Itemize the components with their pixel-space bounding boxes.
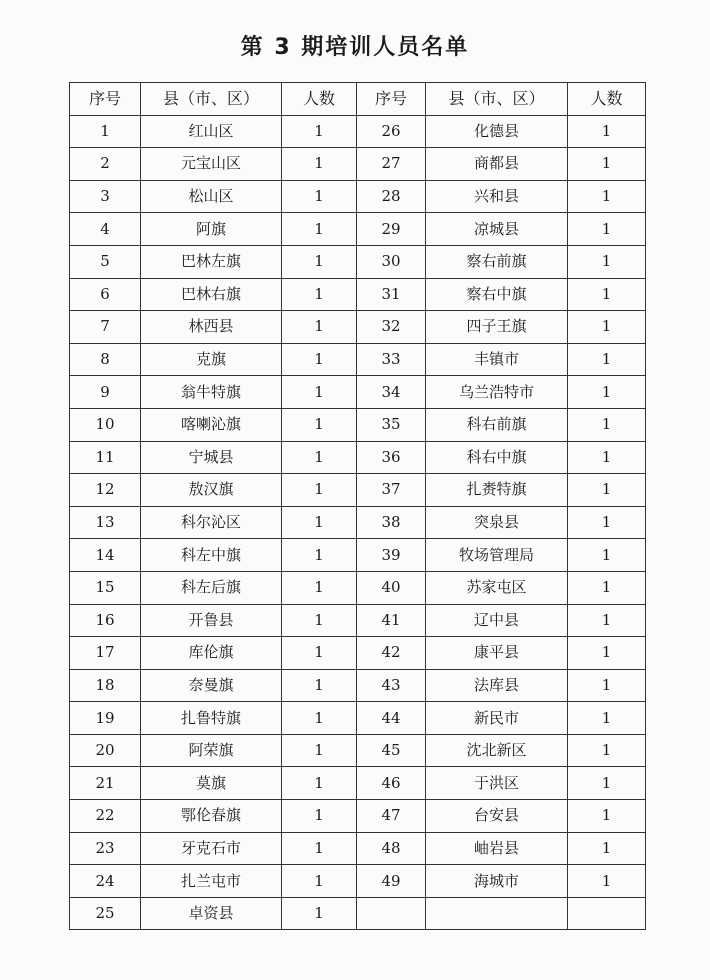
- row-count-right: 1: [568, 278, 646, 311]
- row-county-right: 兴和县: [426, 180, 568, 213]
- row-seq-left: 17: [70, 637, 141, 670]
- row-county-left: 奈曼旗: [141, 669, 282, 702]
- row-seq-left: 1: [70, 115, 141, 148]
- row-count-right: 1: [568, 637, 646, 670]
- row-seq-left: 9: [70, 376, 141, 409]
- row-seq-right: [357, 897, 426, 930]
- row-seq-left: 19: [70, 702, 141, 735]
- row-county-left: 林西县: [141, 311, 282, 344]
- row-seq-left: 5: [70, 245, 141, 278]
- row-count-left: 1: [282, 180, 357, 213]
- table-row: [70, 408, 646, 441]
- row-seq-right: 34: [357, 376, 426, 409]
- row-county-left: 松山区: [141, 180, 282, 213]
- table-row: [70, 311, 646, 344]
- row-county-right: 新民市: [426, 702, 568, 735]
- row-county-left: 科左中旗: [141, 539, 282, 572]
- row-seq-right: 35: [357, 408, 426, 441]
- row-count-right: 1: [568, 865, 646, 898]
- row-count-right: 1: [568, 702, 646, 735]
- row-seq-left: 6: [70, 278, 141, 311]
- row-seq-right: 43: [357, 669, 426, 702]
- row-county-left: 牙克石市: [141, 832, 282, 865]
- row-county-right: 牧场管理局: [426, 539, 568, 572]
- roster-body: [70, 115, 646, 930]
- row-county-left: 扎鲁特旗: [141, 702, 282, 735]
- row-county-right: 突泉县: [426, 506, 568, 539]
- table-row: [70, 115, 646, 148]
- row-county-left: 元宝山区: [141, 148, 282, 181]
- trainee-roster-table: [69, 82, 646, 930]
- row-county-right: 察右中旗: [426, 278, 568, 311]
- row-seq-left: 14: [70, 539, 141, 572]
- row-seq-right: 26: [357, 115, 426, 148]
- row-count-left: 1: [282, 343, 357, 376]
- row-county-left: 宁城县: [141, 441, 282, 474]
- row-county-right: 辽中县: [426, 604, 568, 637]
- row-seq-left: 13: [70, 506, 141, 539]
- row-county-right: 丰镇市: [426, 343, 568, 376]
- row-count-left: 1: [282, 311, 357, 344]
- header-seq-left: 序号: [70, 83, 141, 116]
- row-seq-right: 31: [357, 278, 426, 311]
- row-seq-left: 2: [70, 148, 141, 181]
- table-row: [70, 604, 646, 637]
- row-seq-right: 41: [357, 604, 426, 637]
- row-seq-right: 29: [357, 213, 426, 246]
- row-count-right: 1: [568, 441, 646, 474]
- row-count-right: 1: [568, 734, 646, 767]
- row-count-left: 1: [282, 702, 357, 735]
- row-county-left: 科尔沁区: [141, 506, 282, 539]
- table-row: [70, 180, 646, 213]
- row-seq-left: 15: [70, 571, 141, 604]
- row-county-right: 苏家屯区: [426, 571, 568, 604]
- table-row: [70, 702, 646, 735]
- table-header-row: [70, 83, 646, 116]
- row-county-right: 扎赉特旗: [426, 474, 568, 507]
- row-seq-right: 40: [357, 571, 426, 604]
- row-county-left: 鄂伦春旗: [141, 800, 282, 833]
- row-count-right: 1: [568, 506, 646, 539]
- row-county-right: 台安县: [426, 800, 568, 833]
- row-count-left: 1: [282, 734, 357, 767]
- row-count-left: 1: [282, 506, 357, 539]
- row-count-left: 1: [282, 213, 357, 246]
- row-county-left: 喀喇沁旗: [141, 408, 282, 441]
- table-row: [70, 669, 646, 702]
- row-count-right: 1: [568, 832, 646, 865]
- table-row: [70, 734, 646, 767]
- row-seq-left: 8: [70, 343, 141, 376]
- table-row: [70, 637, 646, 670]
- row-seq-right: 39: [357, 539, 426, 572]
- row-county-left: 翁牛特旗: [141, 376, 282, 409]
- row-seq-left: 16: [70, 604, 141, 637]
- row-seq-right: 46: [357, 767, 426, 800]
- row-county-right: 沈北新区: [426, 734, 568, 767]
- row-seq-left: 3: [70, 180, 141, 213]
- row-count-left: 1: [282, 376, 357, 409]
- row-county-left: 开鲁县: [141, 604, 282, 637]
- row-seq-left: 25: [70, 897, 141, 930]
- table-row: [70, 767, 646, 800]
- row-count-right: 1: [568, 343, 646, 376]
- row-count-right: 1: [568, 604, 646, 637]
- row-count-right: 1: [568, 115, 646, 148]
- row-county-left: 巴林左旗: [141, 245, 282, 278]
- row-count-left: 1: [282, 441, 357, 474]
- table-row: [70, 441, 646, 474]
- row-county-left: 克旗: [141, 343, 282, 376]
- row-seq-right: 37: [357, 474, 426, 507]
- row-county-left: 卓资县: [141, 897, 282, 930]
- row-count-left: 1: [282, 539, 357, 572]
- row-seq-right: 42: [357, 637, 426, 670]
- table-row: [70, 865, 646, 898]
- row-seq-left: 4: [70, 213, 141, 246]
- row-county-left: 敖汉旗: [141, 474, 282, 507]
- row-seq-left: 12: [70, 474, 141, 507]
- row-count-left: 1: [282, 278, 357, 311]
- row-count-left: 1: [282, 669, 357, 702]
- table-row: [70, 539, 646, 572]
- row-seq-right: 44: [357, 702, 426, 735]
- row-seq-left: 11: [70, 441, 141, 474]
- row-count-left: 1: [282, 148, 357, 181]
- row-county-left: 阿旗: [141, 213, 282, 246]
- row-seq-left: 7: [70, 311, 141, 344]
- row-count-left: 1: [282, 637, 357, 670]
- header-seq-right: 序号: [357, 83, 426, 116]
- row-count-left: 1: [282, 245, 357, 278]
- row-seq-right: 48: [357, 832, 426, 865]
- row-county-right: 岫岩县: [426, 832, 568, 865]
- row-county-right: 科右中旗: [426, 441, 568, 474]
- row-county-right: 化德县: [426, 115, 568, 148]
- row-county-left: 库伦旗: [141, 637, 282, 670]
- row-county-right: 商都县: [426, 148, 568, 181]
- row-seq-right: 27: [357, 148, 426, 181]
- row-county-right: 法库县: [426, 669, 568, 702]
- table-row: [70, 571, 646, 604]
- row-seq-right: 36: [357, 441, 426, 474]
- row-count-left: 1: [282, 832, 357, 865]
- row-seq-left: 20: [70, 734, 141, 767]
- row-county-right: 四子王旗: [426, 311, 568, 344]
- row-county-right: [426, 897, 568, 930]
- table-row: [70, 245, 646, 278]
- table-row: [70, 832, 646, 865]
- row-count-right: 1: [568, 148, 646, 181]
- row-seq-left: 24: [70, 865, 141, 898]
- header-count-right: 人数: [568, 83, 646, 116]
- row-seq-right: 45: [357, 734, 426, 767]
- table-row: [70, 278, 646, 311]
- table-row: [70, 506, 646, 539]
- row-county-left: 科左后旗: [141, 571, 282, 604]
- row-seq-right: 49: [357, 865, 426, 898]
- row-count-right: 1: [568, 245, 646, 278]
- row-count-left: 1: [282, 571, 357, 604]
- row-count-left: 1: [282, 897, 357, 930]
- table-row: [70, 343, 646, 376]
- row-count-left: 1: [282, 865, 357, 898]
- row-count-right: 1: [568, 213, 646, 246]
- row-county-right: 于洪区: [426, 767, 568, 800]
- row-county-right: 海城市: [426, 865, 568, 898]
- row-count-right: 1: [568, 669, 646, 702]
- row-county-left: 扎兰屯市: [141, 865, 282, 898]
- row-seq-left: 22: [70, 800, 141, 833]
- row-count-right: 1: [568, 571, 646, 604]
- header-county-left: 县（市、区）: [141, 83, 282, 116]
- row-count-left: 1: [282, 115, 357, 148]
- row-count-right: 1: [568, 408, 646, 441]
- row-count-right: 1: [568, 767, 646, 800]
- row-county-right: 凉城县: [426, 213, 568, 246]
- row-count-left: 1: [282, 474, 357, 507]
- row-count-right: 1: [568, 376, 646, 409]
- page-title: 第 3 期培训人员名单: [240, 35, 470, 60]
- row-county-right: 康平县: [426, 637, 568, 670]
- row-count-left: 1: [282, 604, 357, 637]
- row-seq-right: 32: [357, 311, 426, 344]
- row-county-right: 科右前旗: [426, 408, 568, 441]
- row-count-right: 1: [568, 180, 646, 213]
- row-seq-right: 28: [357, 180, 426, 213]
- row-county-left: 莫旗: [141, 767, 282, 800]
- row-seq-left: 10: [70, 408, 141, 441]
- row-seq-left: 23: [70, 832, 141, 865]
- row-count-right: 1: [568, 539, 646, 572]
- row-count-right: 1: [568, 800, 646, 833]
- row-county-left: 巴林右旗: [141, 278, 282, 311]
- header-county-right: 县（市、区）: [426, 83, 568, 116]
- row-county-right: 乌兰浩特市: [426, 376, 568, 409]
- table-row: [70, 474, 646, 507]
- row-count-left: 1: [282, 408, 357, 441]
- row-count-left: 1: [282, 800, 357, 833]
- table-row: [70, 148, 646, 181]
- header-count-left: 人数: [282, 83, 357, 116]
- row-county-left: 红山区: [141, 115, 282, 148]
- row-seq-left: 21: [70, 767, 141, 800]
- row-count-right: [568, 897, 646, 930]
- row-seq-right: 47: [357, 800, 426, 833]
- row-seq-left: 18: [70, 669, 141, 702]
- row-count-left: 1: [282, 767, 357, 800]
- row-seq-right: 33: [357, 343, 426, 376]
- row-county-left: 阿荣旗: [141, 734, 282, 767]
- row-count-right: 1: [568, 311, 646, 344]
- table-row: [70, 213, 646, 246]
- row-county-right: 察右前旗: [426, 245, 568, 278]
- table-row: [70, 800, 646, 833]
- table-row: [70, 897, 646, 930]
- row-count-right: 1: [568, 474, 646, 507]
- row-seq-right: 30: [357, 245, 426, 278]
- table-row: [70, 376, 646, 409]
- row-seq-right: 38: [357, 506, 426, 539]
